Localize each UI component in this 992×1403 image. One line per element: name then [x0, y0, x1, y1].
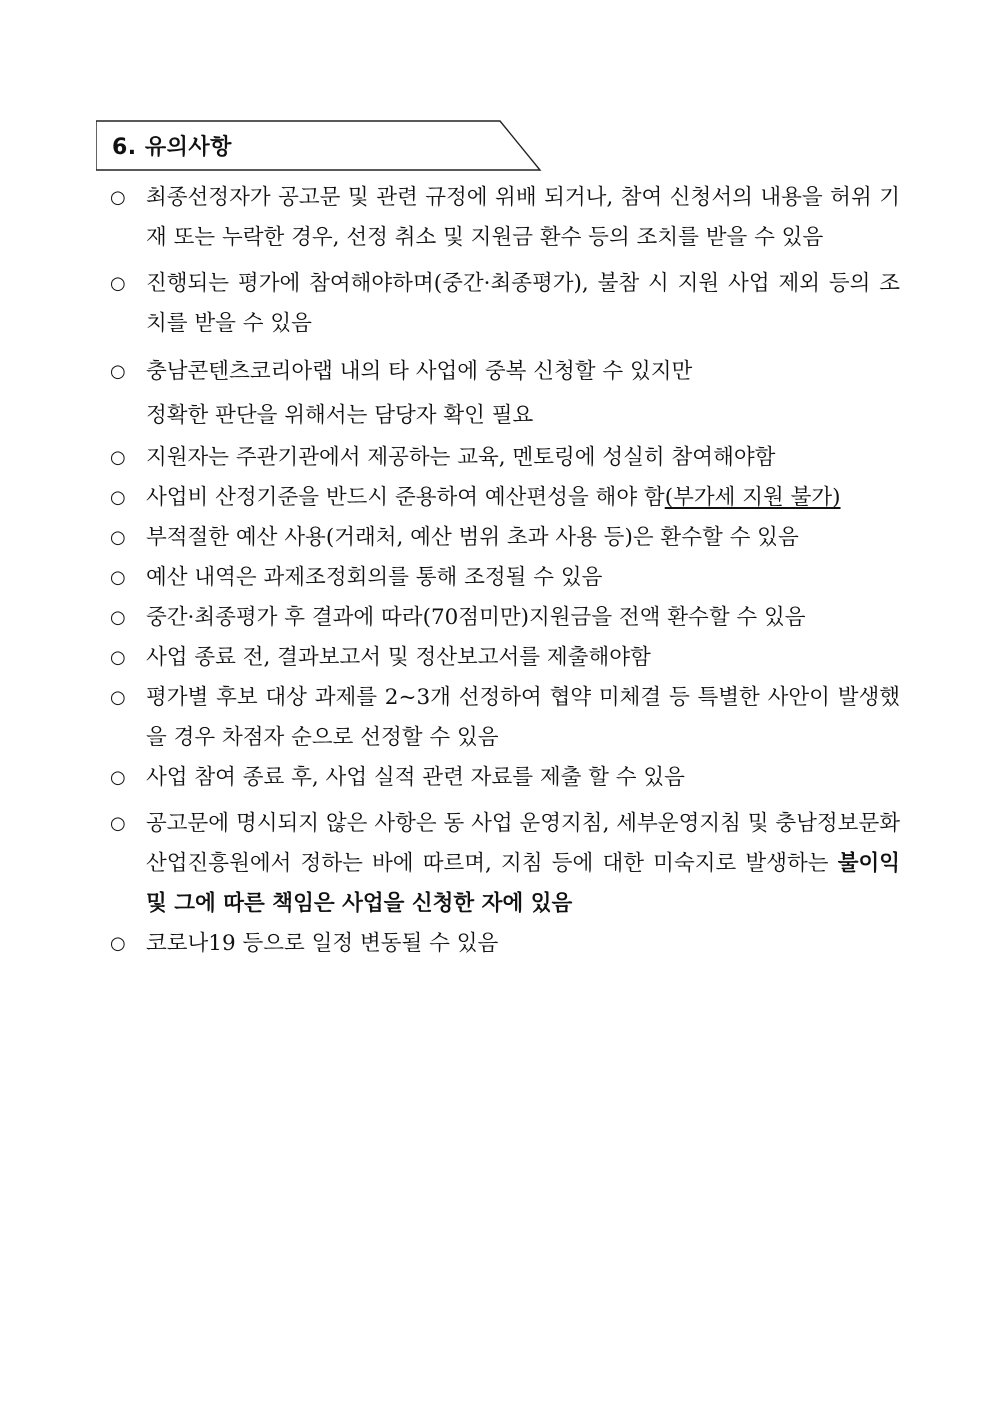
- list-item: [110, 804, 900, 924]
- list-item: [110, 758, 900, 798]
- list-item: [110, 438, 900, 478]
- item-text-bold: 불이익 및 그에 따른 책임은 사업을 신청한 자에 있음: [146, 851, 900, 916]
- item-text: 사업비 산정기준을 반드시 준용하여 예산편성을 해야 함: [146, 485, 665, 510]
- bullet-icon: ○: [110, 647, 126, 668]
- list-item: [110, 178, 900, 258]
- list-item: [110, 264, 900, 344]
- item-text: 최종선정자가 공고문 및 관련 규정에 위배 되거나, 참여 신청서의 내용을 허위 기재 또는 누락한 경우, 선정 취소 및 지원금 환수 등의 조치를 받을 수 있음: [146, 185, 900, 250]
- bullet-icon: ○: [110, 813, 126, 834]
- list-item: [110, 678, 900, 758]
- list-item: [110, 598, 900, 638]
- item-text: 코로나19 등으로 일정 변동될 수 있음: [146, 931, 499, 956]
- item-text: 사업 참여 종료 후, 사업 실적 관련 자료를 제출 할 수 있음: [146, 765, 685, 790]
- item-text: 지원자는 주관기관에서 제공하는 교육, 멘토링에 성실히 참여해야함: [146, 445, 776, 470]
- list-item: [110, 350, 900, 438]
- item-text-underlined: (부가세 지원 불가): [664, 485, 841, 510]
- list-item: [110, 638, 900, 678]
- notice-list: [110, 178, 900, 964]
- section-header: [96, 120, 542, 172]
- bullet-icon: ○: [110, 687, 126, 708]
- bullet-icon: ○: [110, 527, 126, 548]
- bullet-icon: ○: [110, 567, 126, 588]
- bullet-icon: ○: [110, 767, 126, 788]
- item-text: 부적절한 예산 사용(거래처, 예산 범위 초과 사용 등)은 환수할 수 있음: [146, 525, 799, 550]
- bullet-icon: ○: [110, 273, 126, 294]
- bullet-icon: ○: [110, 361, 126, 382]
- item-text: 예산 내역은 과제조정회의를 통해 조정될 수 있음: [146, 565, 603, 590]
- item-text: 중간·최종평가 후 결과에 따라(70점미만)지원금을 전액 환수할 수 있음: [146, 605, 806, 630]
- item-text: 사업 종료 전, 결과보고서 및 정산보고서를 제출해야함: [146, 645, 651, 670]
- bullet-icon: ○: [110, 607, 126, 628]
- list-item: [110, 518, 900, 558]
- item-text-line-2: 정확한 판단을 위해서는 담당자 확인 필요: [146, 403, 534, 428]
- bullet-icon: ○: [110, 187, 126, 208]
- item-text: 진행되는 평가에 참여해야하며(중간·최종평가), 불참 시 지원 사업 제외 등의 조치를 받을 수 있음: [146, 271, 900, 336]
- list-item: [110, 478, 900, 518]
- item-text: 공고문에 명시되지 않은 사항은 동 사업 운영지침, 세부운영지침 및 충남정보문화산업진흥원에서 정하는 바에 따르며, 지침 등에 대한 미숙지로 발생하는: [146, 811, 900, 876]
- item-text-line-1: 충남콘텐츠코리아랩 내의 타 사업에 중복 신청할 수 있지만: [146, 359, 693, 384]
- item-text: 평가별 후보 대상 과제를 2~3개 선정하여 협약 미체결 등 특별한 사안이 발생했을 경우 차점자 순으로 선정할 수 있음: [146, 685, 900, 750]
- section-title: 6. 유의사항: [112, 135, 232, 160]
- bullet-icon: ○: [110, 487, 126, 508]
- list-item: [110, 924, 900, 964]
- bullet-icon: ○: [110, 447, 126, 468]
- bullet-icon: ○: [110, 933, 126, 954]
- list-item: [110, 558, 900, 598]
